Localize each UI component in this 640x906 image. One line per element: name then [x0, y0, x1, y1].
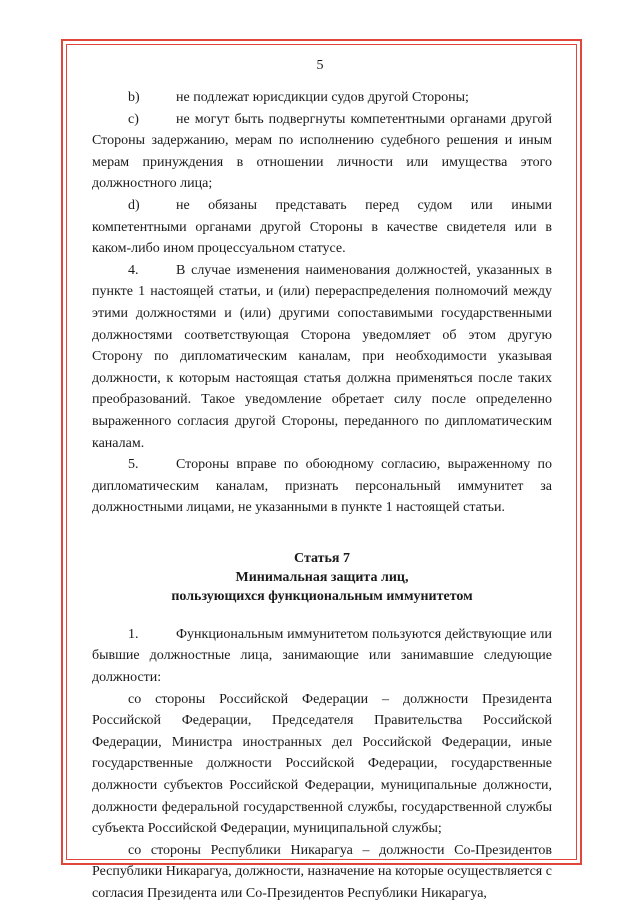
paragraph-5 [92, 454, 552, 519]
document-body [92, 87, 552, 905]
paragraph-d-label: d) [128, 197, 140, 213]
article-7-nicaragua-positions: со стороны Республики Никарагуа – должности Со-Президентов Республики Никарагуа, должности, назначение на которые осуществляется с согласия Президента или Со-Президентов Республики Никарагуа, [92, 842, 552, 901]
paragraph-b [92, 87, 552, 109]
paragraph-4-text: В случае изменения наименования должностей, указанных в пункте 1 настоящей статьи, и (или) перераспределения полномочий между этими должностями и (или) другими сопоставимыми государственными должностями соответствующая Сторона уведомляет об этом другую Сторону по дипломатическим каналам, при необходимости указывая должности, к которым настоящая статья должна применяться после таких преобразований. Такое уведомление обретает силу после определенно выраженного согласия другой Стороны, переданного по дипломатическим каналам. [92, 262, 552, 451]
paragraph-b-text: не подлежат юрисдикции судов другой Стороны; [176, 90, 469, 105]
article-7-paragraph-1-text: Функциональным иммунитетом пользуются действующие или бывшие должностные лица, занимающие или занимавшие следующие должности: [92, 626, 552, 686]
paragraph-5-text: Стороны вправе по обоюдному согласию, выраженному по дипломатическим каналам, признать персональный иммунитет за должностными лицами, не указанными в пункте 1 настоящей статьи. [92, 457, 552, 516]
paragraph-4-label: 4. [128, 262, 139, 278]
paragraph-d-text: не обязаны представать перед судом или иными компетентными органами другой Стороны в качестве свидетеля или в каком-либо ином процессуальном статусе. [92, 197, 552, 257]
section-gap [92, 519, 552, 537]
article-7-title-line1: Минимальная защита лиц, [235, 569, 409, 585]
section-gap [92, 606, 552, 624]
article-7-paragraph-1-label: 1. [128, 626, 139, 642]
paragraph-c-label: c) [128, 111, 139, 127]
paragraph-c-text: не могут быть подвергнуты компетентными органами другой Стороны задержанию, мерам по исполнению судебного решения и иным мерам принуждения в отношении личности или имущества этого должностного лица; [92, 111, 552, 192]
article-7-paragraph-1 [92, 624, 552, 689]
article-7-number: Статья 7 [294, 550, 350, 566]
paragraph-b-label: b) [128, 90, 140, 105]
paragraph-d [92, 195, 552, 260]
paragraph-c [92, 109, 552, 195]
page-number: 5 [316, 58, 324, 73]
article-7-title-line2: пользующихся функциональным иммунитетом [171, 588, 473, 604]
article-7-russia-positions: со стороны Российской Федерации – должности Президента Российской Федерации, Председателя Правительства Российской Федерации, Министра иностранных дел Российской Федерации, иные государственные должности Российской Федерации, государственные должности субъектов Российской Федерации, муниципальные должности, должности федеральной государственной службы, государственной службы субъекта Российской Федерации, муниципальной службы; [92, 691, 552, 837]
paragraph-4 [92, 260, 552, 454]
article-7-heading [92, 549, 552, 606]
paragraph-5-label: 5. [128, 457, 139, 473]
